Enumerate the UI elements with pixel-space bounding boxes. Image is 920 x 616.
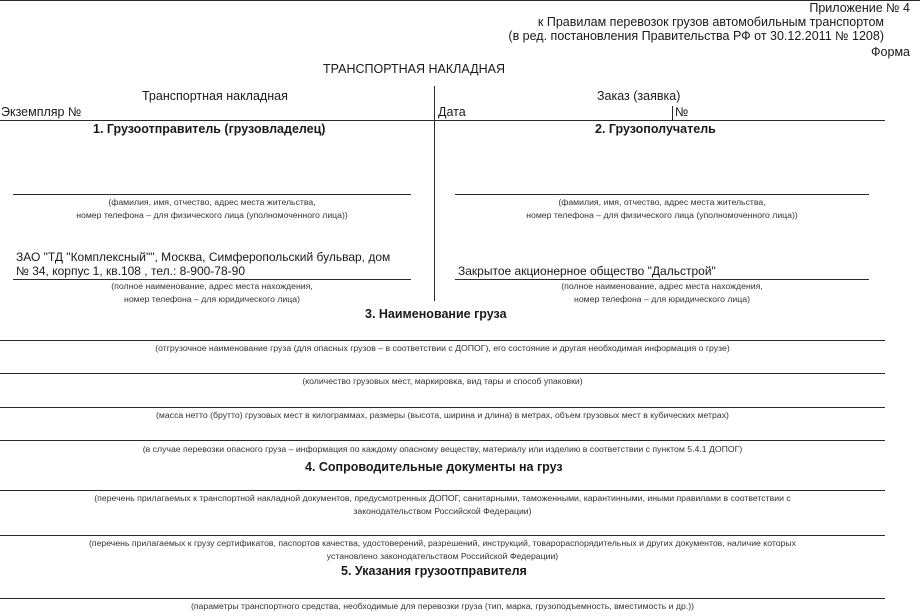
documents-caption-1: (перечень прилагаемых к транспортной накладной документов, предусмотренных ДОПОГ, санитарными, таможенными, карантинными, иными правилами в соответствии с — [94, 493, 791, 503]
order-date-label: Дата — [438, 105, 466, 119]
shipper-legal-caption-2: номер телефона – для юридического лица) — [124, 294, 300, 304]
order-number-label: № — [675, 105, 689, 119]
documents-line-1 — [0, 490, 885, 491]
cargo-line-3 — [0, 407, 885, 408]
consignee-legal-caption: (полное наименование, адрес места нахождения, — [561, 281, 763, 291]
shipper-entry-line-2[interactable]: № 34, корпус 1, кв.108 , тел.: 8-900-78-90 — [16, 264, 245, 278]
section-2-title: 2. Грузополучатель — [595, 122, 716, 136]
cargo-caption-3: (масса нетто (брутто) грузовых мест в килограммах, размеры (высота, ширина и длина) в метрах, объем грузовых мест в кубических метрах) — [156, 410, 729, 420]
documents-caption-2b: установлено законодательством Российской Федерации) — [326, 551, 559, 561]
shipper-person-caption: (фамилия, имя, отчество, адрес места жительства, — [108, 197, 316, 207]
section-5-title: 5. Указания грузоотправителя — [341, 564, 527, 578]
shipper-person-caption-2: номер телефона – для физического лица (уполномоченного лица)) — [76, 210, 348, 220]
consignee-person-line — [455, 194, 869, 195]
shipper-person-line — [13, 194, 411, 195]
order-date-divider — [672, 106, 673, 121]
shipper-legal-caption: (полное наименование, адрес места нахождения, — [111, 281, 313, 291]
consignee-person-caption: (фамилия, имя, отчество, адрес места жительства, — [558, 197, 766, 207]
order-label: Заказ (заявка) — [597, 89, 681, 103]
shipper-legal-line — [13, 279, 411, 280]
documents-caption-2: (перечень прилагаемых к грузу сертификатов, паспортов качества, удостоверений, разрешений, инструкций, товарораспорядительных и других документов, наличие которых — [89, 538, 796, 548]
instructions-line-1 — [0, 598, 885, 599]
rules-label: к Правилам перевозок грузов автомобильным транспортом — [537, 15, 884, 29]
top-border — [0, 0, 920, 1]
cargo-line-2 — [0, 373, 885, 374]
documents-line-2 — [0, 535, 885, 536]
instructions-caption-1: (параметры транспортного средства, необходимые для перевозки груза (тип, марка, грузоподъемность, вместимость и др.)) — [190, 601, 695, 611]
section-1-title: 1. Грузоотправитель (грузовладелец) — [93, 122, 326, 136]
column-divider — [434, 86, 435, 301]
cargo-line-4 — [0, 440, 885, 441]
appendix-label: Приложение № 4 — [809, 1, 910, 15]
copy-number-label: Экземпляр № — [1, 105, 82, 119]
form-label: Форма — [871, 45, 910, 59]
consignee-legal-line — [455, 279, 869, 280]
section-3-title: 3. Наименование груза — [365, 307, 507, 321]
cargo-caption-4: (в случае перевозки опасного груза – информация по каждому опасному веществу, материалу или изделию в соответствии с пунктом 5.4.1 ДОПОГ) — [142, 444, 743, 454]
cargo-caption-1: (отгрузочное наименование груза (для опасных грузов – в соответствии с ДОПОГ), его состояние и другая необходимая информация о грузе) — [155, 343, 730, 353]
shipper-entry-line-1[interactable]: ЗАО "ТД "Комплексный"", Москва, Симферопольский бульвар, дом — [16, 250, 391, 264]
waybill-label: Транспортная накладная — [142, 89, 288, 103]
cargo-line-1 — [0, 340, 885, 341]
consignee-entry[interactable]: Закрытое акционерное общество "Дальстрой" — [458, 264, 716, 278]
document-title: ТРАНСПОРТНАЯ НАКЛАДНАЯ — [323, 62, 505, 76]
header-rule — [0, 120, 885, 121]
documents-caption-1b: законодательством Российской Федерации) — [353, 506, 532, 516]
consignee-person-caption-2: номер телефона – для физического лица (уполномоченного лица)) — [526, 210, 798, 220]
section-4-title: 4. Сопроводительные документы на груз — [305, 460, 563, 474]
cargo-caption-2: (количество грузовых мест, маркировка, вид тары и способ упаковки) — [302, 376, 583, 386]
consignee-legal-caption-2: номер телефона – для юридического лица) — [574, 294, 750, 304]
edition-label: (в ред. постановления Правительства РФ от 30.12.2011 № 1208) — [508, 29, 884, 43]
